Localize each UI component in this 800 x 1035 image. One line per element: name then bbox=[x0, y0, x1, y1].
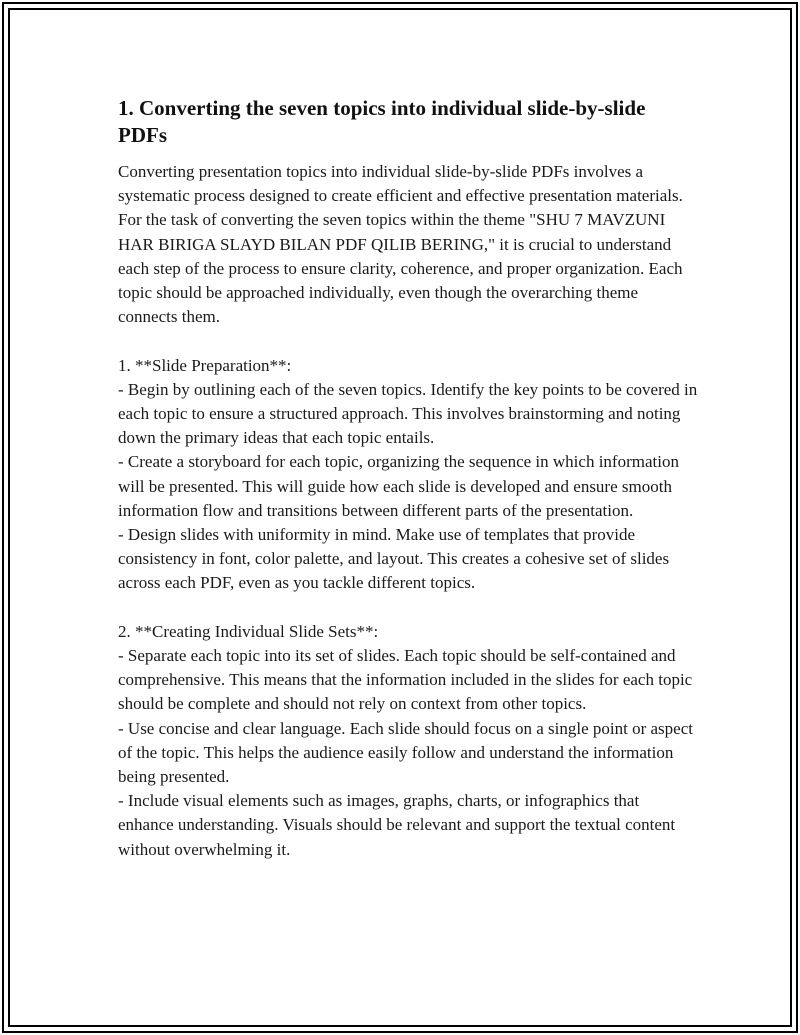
section-heading: 1. **Slide Preparation**: bbox=[118, 355, 292, 375]
intro-paragraph: Converting presentation topics into individual slide-by-slide PDFs involves a systematic process designed to create efficient and effective presentation materials. For the task of converting the seven topics within the theme "SHU 7 MAVZUNI HAR BIRIGA SLAYD BILAN PDF QILIB BERING," it is crucial to understand each step of the process to ensure clarity, coherence, and proper organization. Each topic should be approached individually, even though the overarching theme connects them. bbox=[118, 162, 683, 327]
paragraph-gap bbox=[118, 329, 698, 353]
list-item: - Separate each topic into its set of slides. Each topic should be self-contained and comprehensive. This means that the information included in the slides for each topic should be complete and should not rely on context from other topics. bbox=[118, 646, 693, 714]
list-item: - Design slides with uniformity in mind. Make use of templates that provide consistency in font, color palette, and layout. This creates a cohesive set of slides across each PDF, even as you tackle different topics. bbox=[118, 525, 670, 593]
list-item: - Begin by outlining each of the seven topics. Identify the key points to be covered in each topic to ensure a structured approach. This involves brainstorming and noting down the primary ideas that each topic entails. bbox=[118, 379, 698, 448]
list-item: - Create a storyboard for each topic, organizing the sequence in which information will be presented. This will guide how each slide is developed and ensure smooth information flow and transitions between different parts of the presentation. bbox=[118, 452, 679, 520]
list-item: - Include visual elements such as images, graphs, charts, or infographics that enhance understanding. Visuals should be relevant and support the textual content without overwhelming it. bbox=[118, 791, 676, 859]
section-slide-preparation bbox=[118, 354, 698, 596]
document-title: 1. Converting the seven topics into individual slide-by-slide PDFs bbox=[118, 96, 646, 147]
list-item: - Use concise and clear language. Each slide should focus on a single point or aspect of the topic. This helps the audience easily follow and understand the information being presented. bbox=[118, 718, 693, 787]
document-body bbox=[118, 95, 698, 862]
section-creating-slide-sets bbox=[118, 620, 698, 862]
section-heading: 2. **Creating Individual Slide Sets**: bbox=[118, 621, 379, 641]
paragraph-gap bbox=[118, 596, 698, 620]
